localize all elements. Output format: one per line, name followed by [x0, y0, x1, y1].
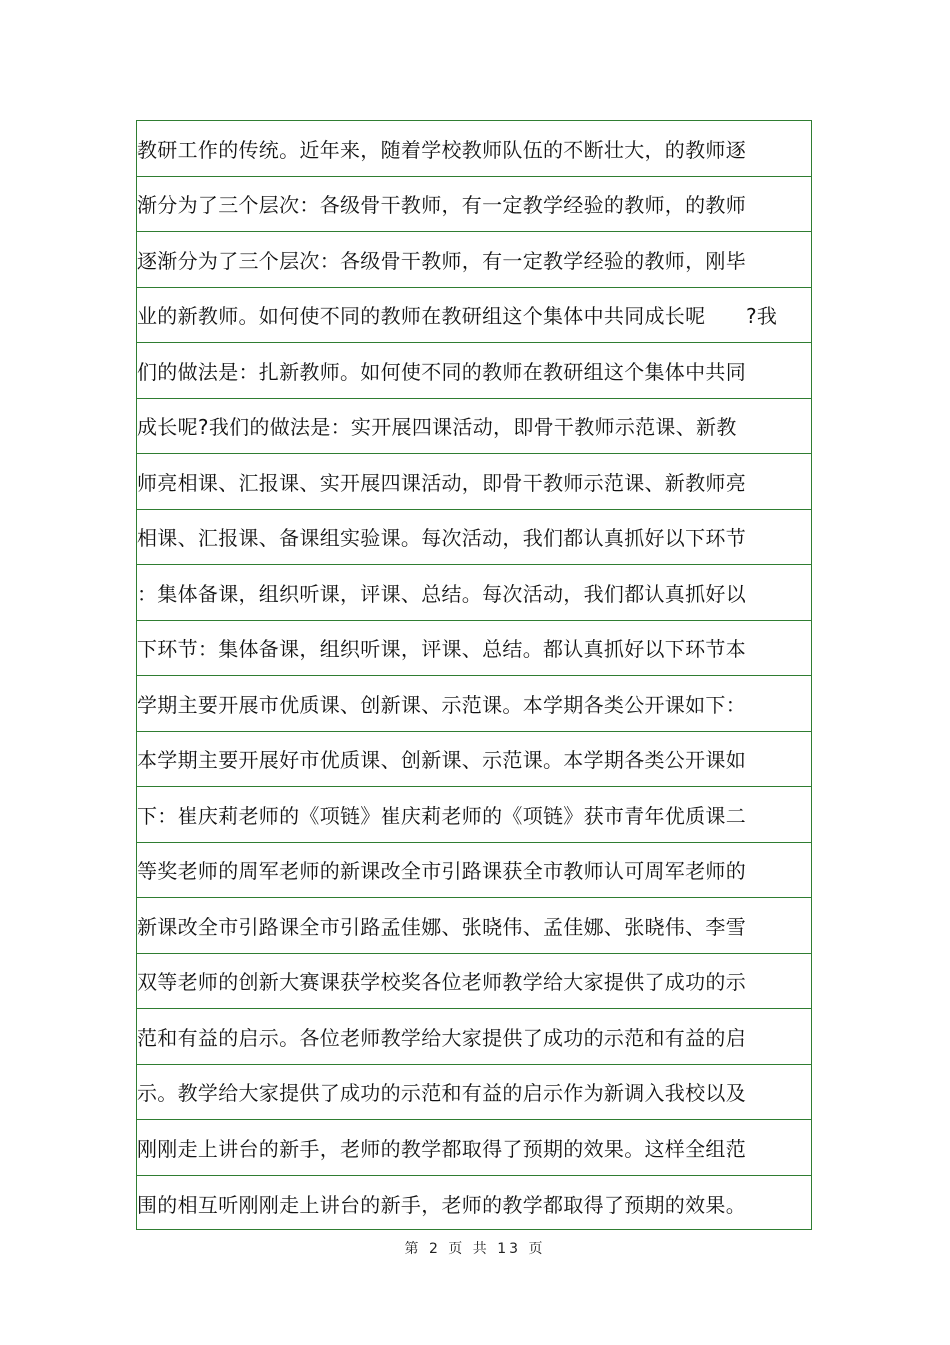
line-text: 相课、汇报课、备课组实验课。每次活动，我们都认真抓好以下环节 — [137, 526, 746, 551]
line-text: 师亮相课、汇报课、实开展四课活动，即骨干教师示范课、新教师亮 — [137, 470, 746, 495]
text-line — [137, 1176, 811, 1232]
text-line — [137, 898, 811, 954]
text-line — [137, 954, 811, 1010]
line-text: 围的相互听刚刚走上讲台的新手，老师的教学都取得了预期的效果。 — [137, 1192, 746, 1217]
line-text: 们的做法是：扎新教师。如何使不同的教师在教研组这个集体中共同 — [137, 359, 746, 384]
line-text: 下环节：集体备课，组织听课，评课、总结。都认真抓好以下环节本 — [137, 637, 746, 662]
line-text: 新课改全市引路课全市引路孟佳娜、张晓伟、孟佳娜、张晓伟、李雪 — [137, 914, 746, 939]
text-line — [137, 732, 811, 788]
text-line — [137, 343, 811, 399]
line-text: 业的新教师。如何使不同的教师在教研组这个集体中共同成长呢 ?我 — [137, 304, 778, 329]
line-text: ：集体备课，组织听课，评课、总结。每次活动，我们都认真抓好以 — [137, 581, 746, 606]
line-text: 学期主要开展市优质课、创新课、示范课。本学期各类公开课如下： — [137, 692, 746, 717]
line-text: 本学期主要开展好市优质课、创新课、示范课。本学期各类公开课如 — [137, 748, 746, 773]
page-number-footer: 第 2 页 共 13 页 — [404, 1241, 546, 1257]
ruled-text-box — [136, 120, 812, 1230]
line-text: 渐分为了三个层次：各级骨干教师，有一定教学经验的教师，的教师 — [137, 193, 746, 218]
line-text: 教研工作的传统。近年来，随着学校教师队伍的不断壮大，的教师逐 — [137, 137, 746, 162]
line-text: 范和有益的启示。各位老师教学给大家提供了成功的示范和有益的启 — [137, 1025, 746, 1050]
text-line — [137, 787, 811, 843]
text-line — [137, 454, 811, 510]
text-line — [137, 121, 811, 177]
text-line — [137, 621, 811, 677]
line-text: 成长呢?我们的做法是：实开展四课活动，即骨干教师示范课、新教 — [137, 415, 737, 440]
text-line — [137, 1065, 811, 1121]
text-line — [137, 177, 811, 233]
text-line — [137, 565, 811, 621]
text-line — [137, 232, 811, 288]
line-text: 刚刚走上讲台的新手，老师的教学都取得了预期的效果。这样全组范 — [137, 1136, 746, 1161]
text-line — [137, 288, 811, 344]
text-line — [137, 676, 811, 732]
text-line — [137, 1120, 811, 1176]
text-line — [137, 399, 811, 455]
text-line — [137, 843, 811, 899]
text-line — [137, 1009, 811, 1065]
line-text: 下：崔庆莉老师的《项链》崔庆莉老师的《项链》获市青年优质课二 — [137, 803, 746, 828]
text-line — [137, 510, 811, 566]
line-text: 双等老师的创新大赛课获学校奖各位老师教学给大家提供了成功的示 — [137, 970, 746, 995]
line-text: 等奖老师的周军老师的新课改全市引路课获全市教师认可周军老师的 — [137, 859, 746, 884]
line-text: 示。教学给大家提供了成功的示范和有益的启示作为新调入我校以及 — [137, 1081, 746, 1106]
line-text: 逐渐分为了三个层次：各级骨干教师，有一定教学经验的教师，刚毕 — [137, 248, 746, 273]
